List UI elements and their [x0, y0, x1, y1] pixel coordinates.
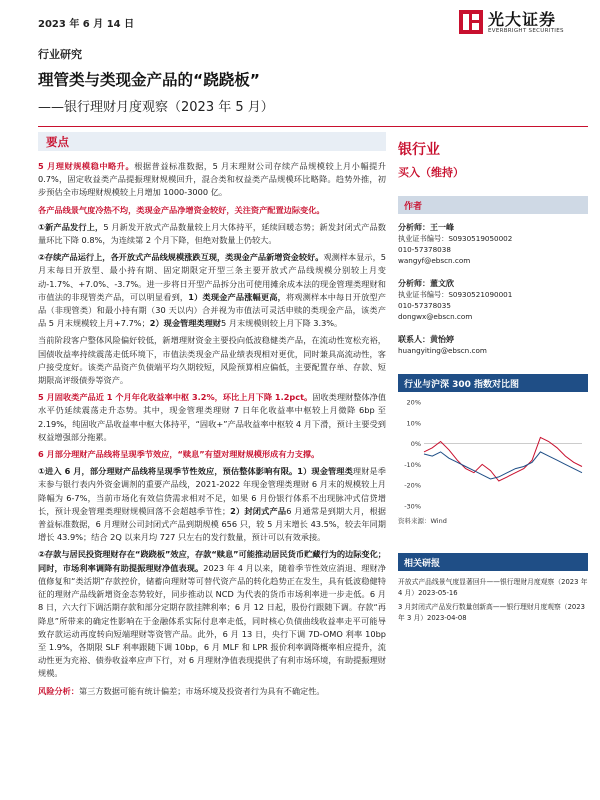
related-list	[398, 577, 588, 623]
section-heading: 各产品线景气度冷热不均，类现金产品净增资金较好，关注资产配置边际变化。	[38, 204, 325, 215]
paragraph-emphasis: 1）类现金产品涨幅更高，	[188, 291, 286, 302]
paragraph-lead: ①新产品发行上，	[38, 221, 104, 232]
paragraph-text: 5 月末规模则较上月下降 3.3%。	[220, 318, 343, 329]
paragraph-emphasis: 2）封闭式产品	[230, 505, 287, 516]
analyst-email[interactable]: wangyf@ebscn.com	[398, 256, 471, 265]
report-title: 理管类与类现金产品的“跷跷板”	[38, 71, 260, 89]
analyst-block	[398, 222, 588, 266]
index-chart	[398, 396, 588, 514]
paragraph: 当前阶段客户整体风险偏好较低，新增理财资金主要投向低波稳健类产品，在流动性宽松充裕，国债收益率持续震荡走低环境下，市值法类现金产品业绩表现相对更优，同时兼具高流动性，客户接受度好。该类产品资产负债端平均久期较短，风险预算相应偏低，主要配置存单、存款、短期限高评级债券等资产。	[38, 335, 386, 386]
brand-logo	[459, 7, 589, 39]
paragraph-text: 根据普益标准数据，5 月末理财公司存续产品规模较上月小幅提升 0.7%，固定收益类产品提振理财规模回升，混合类和权益类产品规模环比略降。趋势外推，初步预估全市场理财规模较上月增加 1000-3000 亿。	[38, 161, 386, 198]
key-points-band	[38, 132, 386, 151]
paragraph-emphasis: 1）现金管理类	[297, 466, 353, 477]
paragraph-text: 6 月通常是到期大月，根据普益标准数据，6 月理财公司封闭式产品到期规模 656 只，较 5 月末增长 43.5%，较去年同期增长 43.9%；结合 2Q 以来月均 727 只左右的发行数量，预计可以有效承接。	[38, 505, 386, 543]
analyst-email[interactable]: dongwx@ebscn.com	[398, 312, 473, 321]
paragraph-emphasis: 2）现金管理类理财	[149, 318, 221, 329]
paragraph-text: 将观测样本中每日开放型产品（非现管类）和最小持有期（30 天以内）合并视为市值法可灵活申赎的类现金产品，该类产品 5 月末规模较上月+7.7%；	[38, 291, 386, 329]
rating: 买入（维持）	[398, 166, 464, 179]
paragraph	[38, 221, 386, 247]
paragraph-lead: ①进入 6 月，部分理财产品线将呈现季节性效应，预估整体影响有限。	[38, 466, 298, 477]
risk-label: 风险分析：	[38, 685, 79, 696]
brand-name-en: EVERBRIGHT SECURITIES	[488, 28, 564, 34]
section-heading: 6 月部分理财产品线将呈现季节效应，“赎息”有望对理财规模形成有力支撑。	[38, 449, 320, 460]
paragraph-lead: ②存续产品运行上，各开放式产品线规模涨跌互现，类现金产品新增资金较好。	[38, 252, 324, 263]
paragraph-lead: ②存款与居民投资理财存在“跷跷板”效应，存款“赎息”可能推动居民货币贮藏行为的边际变化；同时，市场利率调降有助提振理财净值表现。	[38, 549, 386, 573]
industry-name: 银行业	[398, 142, 440, 158]
paragraph-text: 5 月新发开放式产品数量较上月大体持平，延续回暖态势；新发封闭式产品数量环比下降 0.8%，为连续第 2 个月下降，但绝对数量上仍较大。	[38, 221, 386, 246]
chart-source: 资料来源：Wind	[398, 517, 447, 525]
paragraph	[38, 251, 386, 330]
y-tick-label: 10%	[406, 419, 421, 428]
key-points-label: 要点	[46, 135, 69, 149]
report-category: 行业研究	[38, 48, 82, 61]
sidebar	[398, 132, 588, 627]
related-report[interactable]: 开放式产品线景气度显著回升——银行理财月度观察（2023 年 4 月）2023-05-16	[398, 578, 588, 597]
y-tick-label: -30%	[404, 502, 421, 511]
risk-paragraph	[38, 685, 386, 698]
analyst-block	[398, 278, 588, 322]
chart-svg	[398, 396, 588, 514]
brand-name: 光大证券	[488, 10, 557, 29]
y-tick-label: -10%	[404, 460, 421, 469]
contact-name: 联系人：黄怡婷	[398, 335, 454, 344]
risk-text: 第三方数据可能有统计偏差；市场环境及投资者行为具有不确定性。	[78, 685, 325, 696]
report-subtitle: ——银行理财月度观察（2023 年 5 月）	[38, 100, 274, 115]
analyst-cert: 执业证书编号：S0930521090001	[398, 290, 513, 299]
paragraph	[38, 465, 386, 544]
y-tick-label: -20%	[404, 481, 421, 490]
analyst-name: 分析师：董文欣	[398, 279, 454, 288]
paragraph-lead: 5 月固收类产品近 1 个月年化收益率中枢 3.2%，环比上月下降 1.2pct。	[38, 392, 313, 403]
related-header: 相关研报	[398, 553, 588, 571]
paragraph-text: 2023 年 4 月以来，随着季节性效应消退、理财净值修复和“类活期”存款控价，储蓄向理财等可替代资产品的转化趋势正在发生，具有低波稳健特征的理财产品线新增资金态势较好，同步推动以 NCD 为代表的货币市场利率进一步走低。6 月 8 日，六大行下调活期存款和部分定期存款挂牌利率；6 月 12 日起，股份行跟随下调。存款“再降息”所带来的确定性影响在于金融体系实际付息率走低，同时核心负债曲线收益率走平可能导致存款运动再度转向短端理财等资管产品。此外，6 月 13 日，央行下调 7D-OMO 利率 10bp 至 1.9%，各期限 SLF 利率跟随下调 10bp，6 月 MLF 和 LPR 报价利率调降概率相应提升，流动性更为充裕、债券收益率应声下行，对 6 月理财净值表现提供了有利市场环境，有助提振理财规模。	[38, 562, 386, 679]
paragraph-text: 理财是季末参与银行表内外资金调剂的重要产品线，2021-2022 年现金管理类理财 6 月末的规模较上月降幅为 6-7%，当前市场化有效信贷需求相对不足，如果 6 月份银行体系不出现脉冲式信贷增长，预计现金管理类理财规模回落不会超越季节性；	[38, 466, 386, 516]
paragraph-text: 固收类理财整体净值水平仍延续震荡走升态势。其中，现金管理类理财 7 日年化收益率中枢较上月微降 6bp 至 2.19%，纯固收产品收益率中枢大体持平，“固收+”产品收益率中枢较 4 月下滑，预计主要受到权益增强部分拖累。	[38, 392, 386, 442]
main-column	[38, 160, 386, 702]
analyst-phone: 010-57378035	[398, 301, 451, 310]
divider	[38, 126, 588, 127]
paragraph	[38, 391, 386, 444]
paragraph-lead: 5 月理财规模稳中略升。	[38, 161, 135, 171]
paragraph	[38, 160, 386, 200]
analyst-cert: 执业证书编号：S0930519050002	[398, 234, 513, 243]
contact-block	[398, 334, 588, 356]
analyst-name: 分析师：王一峰	[398, 223, 454, 232]
analyst-phone: 010-57378038	[398, 245, 451, 254]
chart-header: 行业与沪深 300 指数对比图	[398, 374, 588, 392]
brand-logo-icon	[459, 10, 483, 34]
author-header: 作者	[398, 196, 588, 214]
y-tick-label: 0%	[410, 440, 421, 449]
report-date: 2023 年 6 月 14 日	[38, 19, 135, 30]
contact-email[interactable]: huangyiting@ebscn.com	[398, 346, 487, 355]
y-tick-label: 20%	[406, 398, 421, 407]
series-line-2	[424, 452, 582, 479]
related-report[interactable]: 3 月封闭式产品发行数量创新高——银行理财月度观察（2023 年 3 月）2023-04-08	[398, 603, 585, 622]
paragraph	[38, 548, 386, 680]
paragraph-text: 观测样本显示，5 月末每日开放型、最小持有期、固定期限定开型三条主要开放式产品线规模分别较上月变动-1.7%、+7.0%、-3.7%。进一步将日开型产品拆分出可使用摊余成本法的现金管理类理财和市值法的非现管类产品，可以明显看到，	[38, 252, 387, 302]
